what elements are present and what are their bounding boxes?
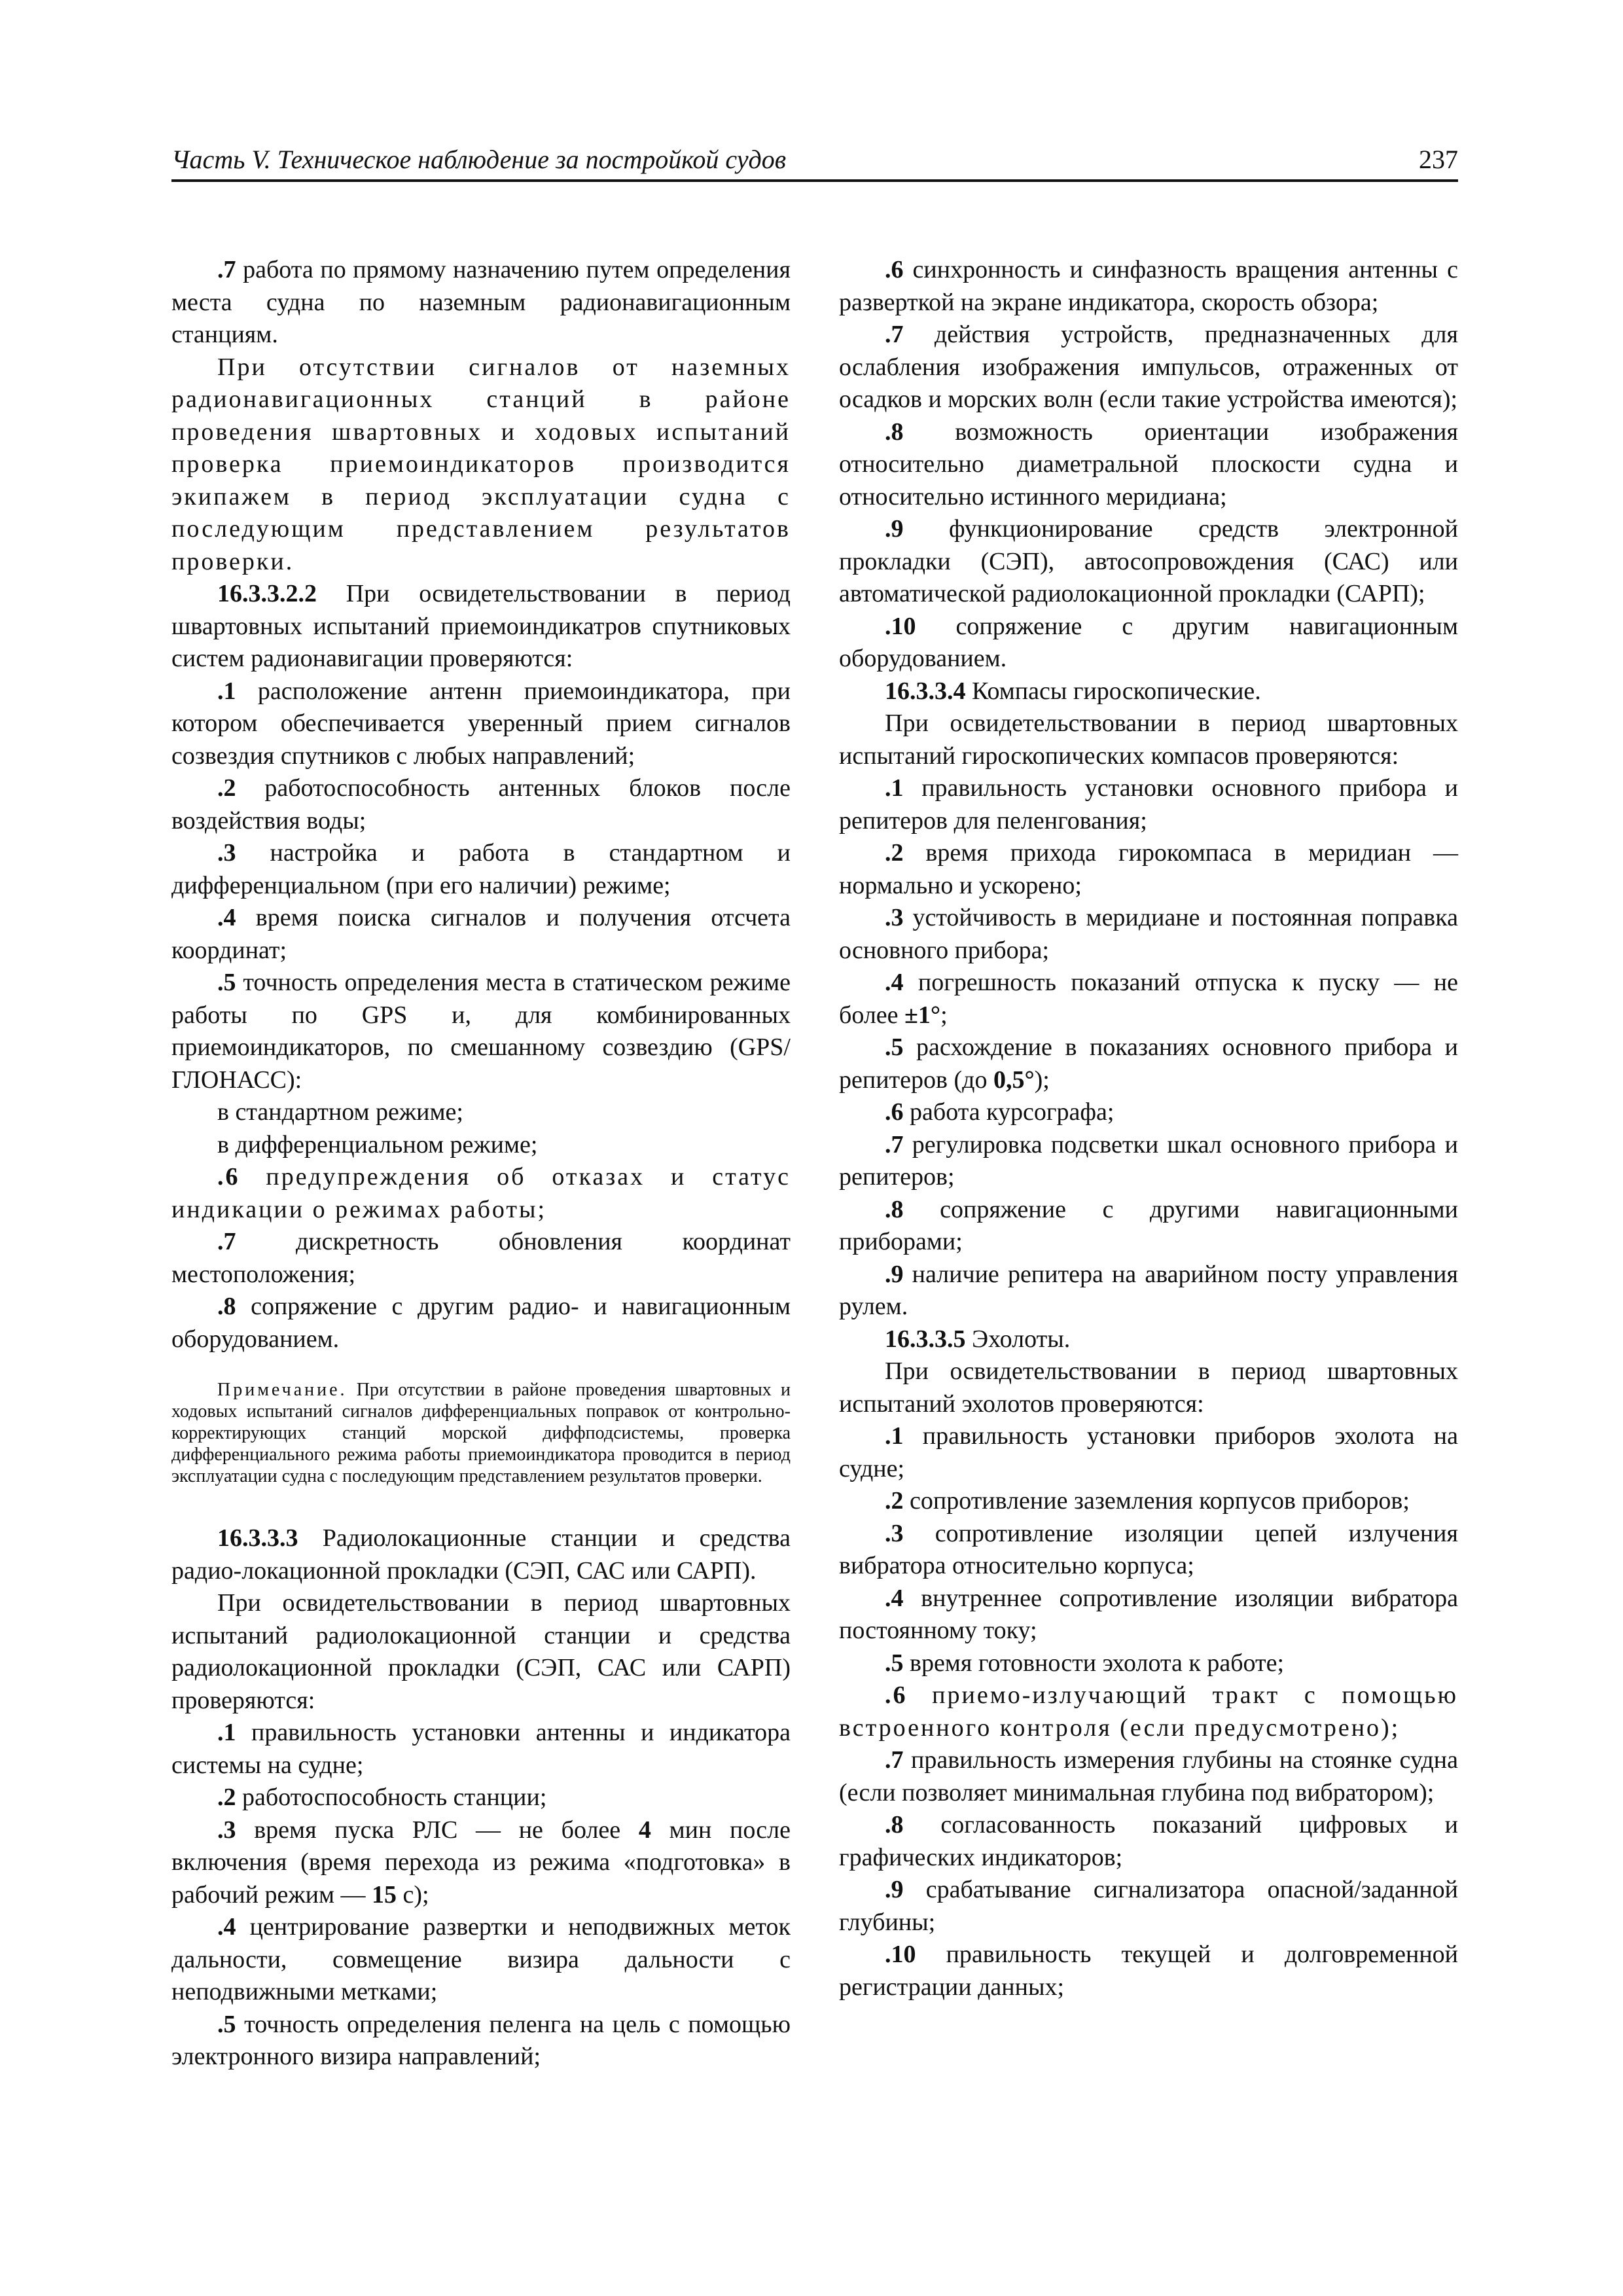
item-number: .3 — [217, 1816, 236, 1844]
item-number: .8 — [885, 1811, 904, 1839]
page-number: 237 — [1419, 145, 1458, 174]
item-number: .3 — [885, 904, 904, 931]
paragraph — [171, 1814, 791, 1912]
item-number: .7 — [217, 1228, 236, 1255]
paragraph — [839, 1031, 1458, 1096]
paragraph — [839, 772, 1458, 837]
paragraph-text: работоспособность станции; — [236, 1784, 547, 1811]
paragraph — [839, 1939, 1458, 2003]
item-number: .6 — [885, 256, 904, 283]
paragraph-text: устойчивость в меридиане и постоянная поправка основного прибора; — [839, 904, 1458, 964]
paragraph-text: сопряжение с другим навигационным оборудованием. — [839, 612, 1458, 672]
paragraph-text: согласованность показаний цифровых и графических индикаторов; — [839, 1811, 1458, 1871]
paragraph — [171, 254, 791, 351]
item-number: .3 — [217, 839, 236, 867]
left-column — [171, 254, 791, 2073]
item-number: .4 — [885, 1584, 904, 1612]
paragraph-text: в дифференциальном режиме; — [217, 1130, 538, 1158]
note-text: При отсутствии в районе проведения швартовных и ходовых испытаний сигналов дифференциальных поправок от контрольно-корректирующих станций морской диффподсистемы, проверка дифференциального режима работы приемоиндикатора проводится в период эксплуатации судна с последующим представлением результатов проверки. — [171, 1380, 791, 1486]
paragraph-text: время пуска РЛС — не более — [236, 1816, 639, 1844]
paragraph — [839, 1809, 1458, 1874]
value: 15 — [372, 1880, 397, 1909]
item-number: .1 — [217, 677, 236, 705]
paragraph — [839, 254, 1458, 319]
paragraph — [171, 675, 791, 773]
item-number: .4 — [885, 969, 904, 996]
paragraph-text: функционирование средств электронной прокладки (СЭП), автосопровождения (САС) или автоматической радиолокационной прокладки (САРП); — [839, 515, 1458, 607]
item-number: .7 — [885, 321, 904, 348]
paragraph-text: правильность установки антенны и индикатора системы на судне; — [171, 1719, 791, 1779]
paragraph — [839, 1518, 1458, 1583]
paragraph — [171, 2009, 791, 2073]
paragraph-text: сопротивление заземления корпусов приборов; — [903, 1487, 1410, 1515]
paragraph — [171, 1129, 791, 1162]
item-number: .7 — [885, 1746, 904, 1774]
paragraph-text: с); — [397, 1880, 429, 1909]
paragraph — [839, 1194, 1458, 1259]
right-column — [839, 254, 1458, 2003]
paragraph-text: возможность ориентации изображения относительно диаметральной плоскости судна и относительно истинного меридиана; — [839, 418, 1458, 511]
item-number: .8 — [885, 418, 904, 446]
paragraph — [171, 1291, 791, 1355]
paragraph — [171, 772, 791, 837]
paragraph-text: При освидетельствовании в период швартовных испытаний радиолокационной станции и средства радиолокационной прокладки (СЭП, САС или САРП) проверяются: — [171, 1589, 791, 1714]
paragraph-text: сопротивление изоляции цепей излучения вибратора относительно корпуса; — [839, 1519, 1458, 1579]
paragraph-text: предупреждения об отказах и статус индикации о режимах работы; — [171, 1163, 791, 1223]
value: 0,5° — [993, 1066, 1035, 1094]
paragraph — [839, 967, 1458, 1031]
paragraph — [839, 675, 1458, 708]
paragraph — [839, 1259, 1458, 1323]
value: 4 — [638, 1816, 651, 1844]
paragraph-text: ; — [940, 1001, 948, 1029]
paragraph — [171, 578, 791, 675]
item-number: .5 — [885, 1033, 904, 1061]
paragraph — [839, 1647, 1458, 1680]
paragraph — [171, 1587, 791, 1717]
item-number: .5 — [217, 969, 236, 996]
paragraph-text: мин после включения (время перехода из режима «подготовка» в рабочий режим — — [171, 1816, 791, 1909]
item-number: .2 — [885, 1487, 904, 1515]
item-number: .7 — [885, 1130, 904, 1158]
paragraph — [839, 1420, 1458, 1485]
paragraph-text: правильность текущей и долговременной регистрации данных; — [839, 1941, 1458, 2001]
item-number: .3 — [885, 1519, 904, 1547]
value: ±1° — [904, 1001, 941, 1029]
paragraph-text: расхождение в показаниях основного прибора и репитеров (до — [839, 1033, 1458, 1094]
paragraph-text: При освидетельствовании в период швартовных испытаний эхолотов проверяются: — [839, 1357, 1458, 1418]
paragraph-text: работа по прямому назначению путем определения места судна по наземным радионавигационным станциям. — [171, 256, 791, 348]
item-number: .4 — [217, 1913, 236, 1941]
paragraph — [171, 967, 791, 1096]
paragraph-text: время прихода гирокомпаса в меридиан — нормально и ускорено; — [839, 839, 1458, 899]
item-number: .2 — [885, 839, 904, 867]
item-number: .4 — [217, 904, 236, 931]
paragraph-text: срабатывание сигнализатора опасной/заданной глубины; — [839, 1876, 1458, 1936]
section-number: 16.3.3.3 — [217, 1524, 298, 1552]
paragraph-text: внутреннее сопротивление изоляции вибратора постоянному току; — [839, 1584, 1458, 1644]
item-number: .5 — [885, 1649, 904, 1677]
paragraph — [171, 1782, 791, 1814]
paragraph — [171, 1161, 791, 1226]
paragraph — [839, 1485, 1458, 1518]
paragraph-text: наличие репитера на аварийном посту управления рулем. — [839, 1260, 1458, 1320]
paragraph-text: сопряжение с другими навигационными приборами; — [839, 1195, 1458, 1255]
page-header — [171, 143, 1458, 182]
item-number: .10 — [885, 1941, 916, 1968]
paragraph-text: время поиска сигналов и получения отсчета координат; — [171, 904, 791, 964]
paragraph — [839, 1874, 1458, 1939]
paragraph — [839, 708, 1458, 772]
paragraph-text: ); — [1034, 1066, 1050, 1094]
note-label: Примечание. — [217, 1380, 348, 1400]
paragraph-text: расположение антенн приемоиндикатора, при котором обеспечивается уверенный прием сигналов созвездия спутников с любых направлений; — [171, 677, 791, 770]
item-number: .6 — [885, 1098, 904, 1126]
section-number: 16.3.3.4 — [885, 677, 966, 705]
paragraph — [171, 902, 791, 967]
paragraph-text: синхронность и синфазность вращения антенны с разверткой на экране индикатора, скорость обзора; — [839, 256, 1458, 316]
paragraph-text: работоспособность антенных блоков после воздействия воды; — [171, 774, 791, 834]
paragraph-text: время готовности эхолота к работе; — [903, 1649, 1285, 1677]
item-number: .1 — [885, 1422, 904, 1450]
paragraph-text: правильность установки основного прибора и репитеров для пеленгования; — [839, 774, 1458, 834]
paragraph-text: Эхолоты. — [965, 1325, 1071, 1353]
paragraph — [839, 1323, 1458, 1356]
item-number: .2 — [217, 1784, 236, 1811]
item-number: .8 — [885, 1195, 904, 1223]
item-number: .2 — [217, 774, 236, 802]
paragraph — [839, 1744, 1458, 1809]
paragraph — [171, 351, 791, 579]
paragraph-text: При отсутствии сигналов от наземных радионавигационных станций в районе проведения швартовных и ходовых испытаний проверка приемоиндикаторов производится экипажем в период эксплуатации судна с последующим представлением результатов проверки. — [171, 353, 791, 575]
paragraph-text: правильность установки приборов эхолота на судне; — [839, 1422, 1458, 1482]
paragraph — [171, 1911, 791, 2009]
item-number: .6 — [217, 1163, 240, 1191]
section-number: 16.3.3.2.2 — [217, 580, 317, 607]
item-number: .1 — [217, 1719, 236, 1746]
paragraph-text: регулировка подсветки шкал основного прибора и репитеров; — [839, 1130, 1458, 1191]
paragraph-text: При освидетельствовании в период швартовных испытаний гироскопических компасов проверяются: — [839, 709, 1458, 770]
paragraph — [171, 1096, 791, 1129]
running-title: Часть V. Техническое наблюдение за постройкой судов — [171, 145, 787, 174]
paragraph-text: работа курсографа; — [903, 1098, 1115, 1126]
paragraph-text: действия устройств, предназначенных для ослабления изображения импульсов, отраженных от осадков и морских волн (если такие устройства имеются); — [839, 321, 1458, 413]
paragraph — [839, 1583, 1458, 1647]
item-number: .7 — [217, 256, 236, 283]
paragraph-text: в стандартном режиме; — [217, 1098, 463, 1126]
paragraph — [171, 837, 791, 902]
paragraph — [839, 837, 1458, 902]
paragraph-text: точность определения места в статическом режиме работы по GPS и, для комбинированных приемоиндикаторов, по смешанному созвездию (GPS/ГЛОНАСС): — [171, 969, 791, 1094]
paragraph — [839, 1679, 1458, 1744]
item-number: .8 — [217, 1293, 236, 1320]
section-number: 16.3.3.5 — [885, 1325, 966, 1353]
item-number: .9 — [885, 1876, 904, 1903]
paragraph-text: Радиолокационные станции и средства радио-локационной прокладки (СЭП, САС или САРП). — [171, 1524, 791, 1585]
paragraph — [171, 1717, 791, 1782]
paragraph — [839, 902, 1458, 967]
paragraph-text: При освидетельствовании в период швартовных испытаний приемоиндикатров спутниковых систем радионавигации проверяются: — [171, 580, 791, 672]
paragraph — [839, 1129, 1458, 1194]
paragraph — [839, 611, 1458, 675]
paragraph-text: точность определения пеленга на цель с помощью электронного визира направлений; — [171, 2010, 791, 2070]
note — [171, 1379, 791, 1487]
item-number: .1 — [885, 774, 904, 802]
paragraph-text: сопряжение с другим радио- и навигационным оборудованием. — [171, 1293, 791, 1353]
paragraph — [839, 416, 1458, 514]
item-number: .9 — [885, 1260, 904, 1288]
paragraph-text: дискретность обновления координат местоположения; — [171, 1228, 791, 1288]
item-number: .5 — [217, 2010, 236, 2038]
paragraph-text: Компасы гироскопические. — [965, 677, 1261, 705]
paragraph-text: погрешность показаний отпуска к пуску — не более — [839, 969, 1458, 1029]
paragraph — [839, 513, 1458, 611]
item-number: .10 — [885, 612, 916, 640]
paragraph — [171, 1522, 791, 1587]
paragraph — [839, 1096, 1458, 1129]
paragraph — [171, 1226, 791, 1291]
paragraph — [839, 1355, 1458, 1420]
paragraph-text: приемо-излучающий тракт с помощью встроенного контроля (если предусмотрено); — [839, 1681, 1458, 1742]
paragraph-text: центрирование развертки и неподвижных меток дальности, совмещение визира дальности с неподвижными метками; — [171, 1913, 791, 2005]
item-number: .6 — [885, 1681, 908, 1709]
paragraph-text: правильность измерения глубины на стоянке судна (если позволяет минимальная глубина под вибратором); — [839, 1746, 1458, 1806]
paragraph-text: настройка и работа в стандартном и дифференциальном (при его наличии) режиме; — [171, 839, 791, 899]
paragraph — [839, 319, 1458, 416]
item-number: .9 — [885, 515, 904, 543]
